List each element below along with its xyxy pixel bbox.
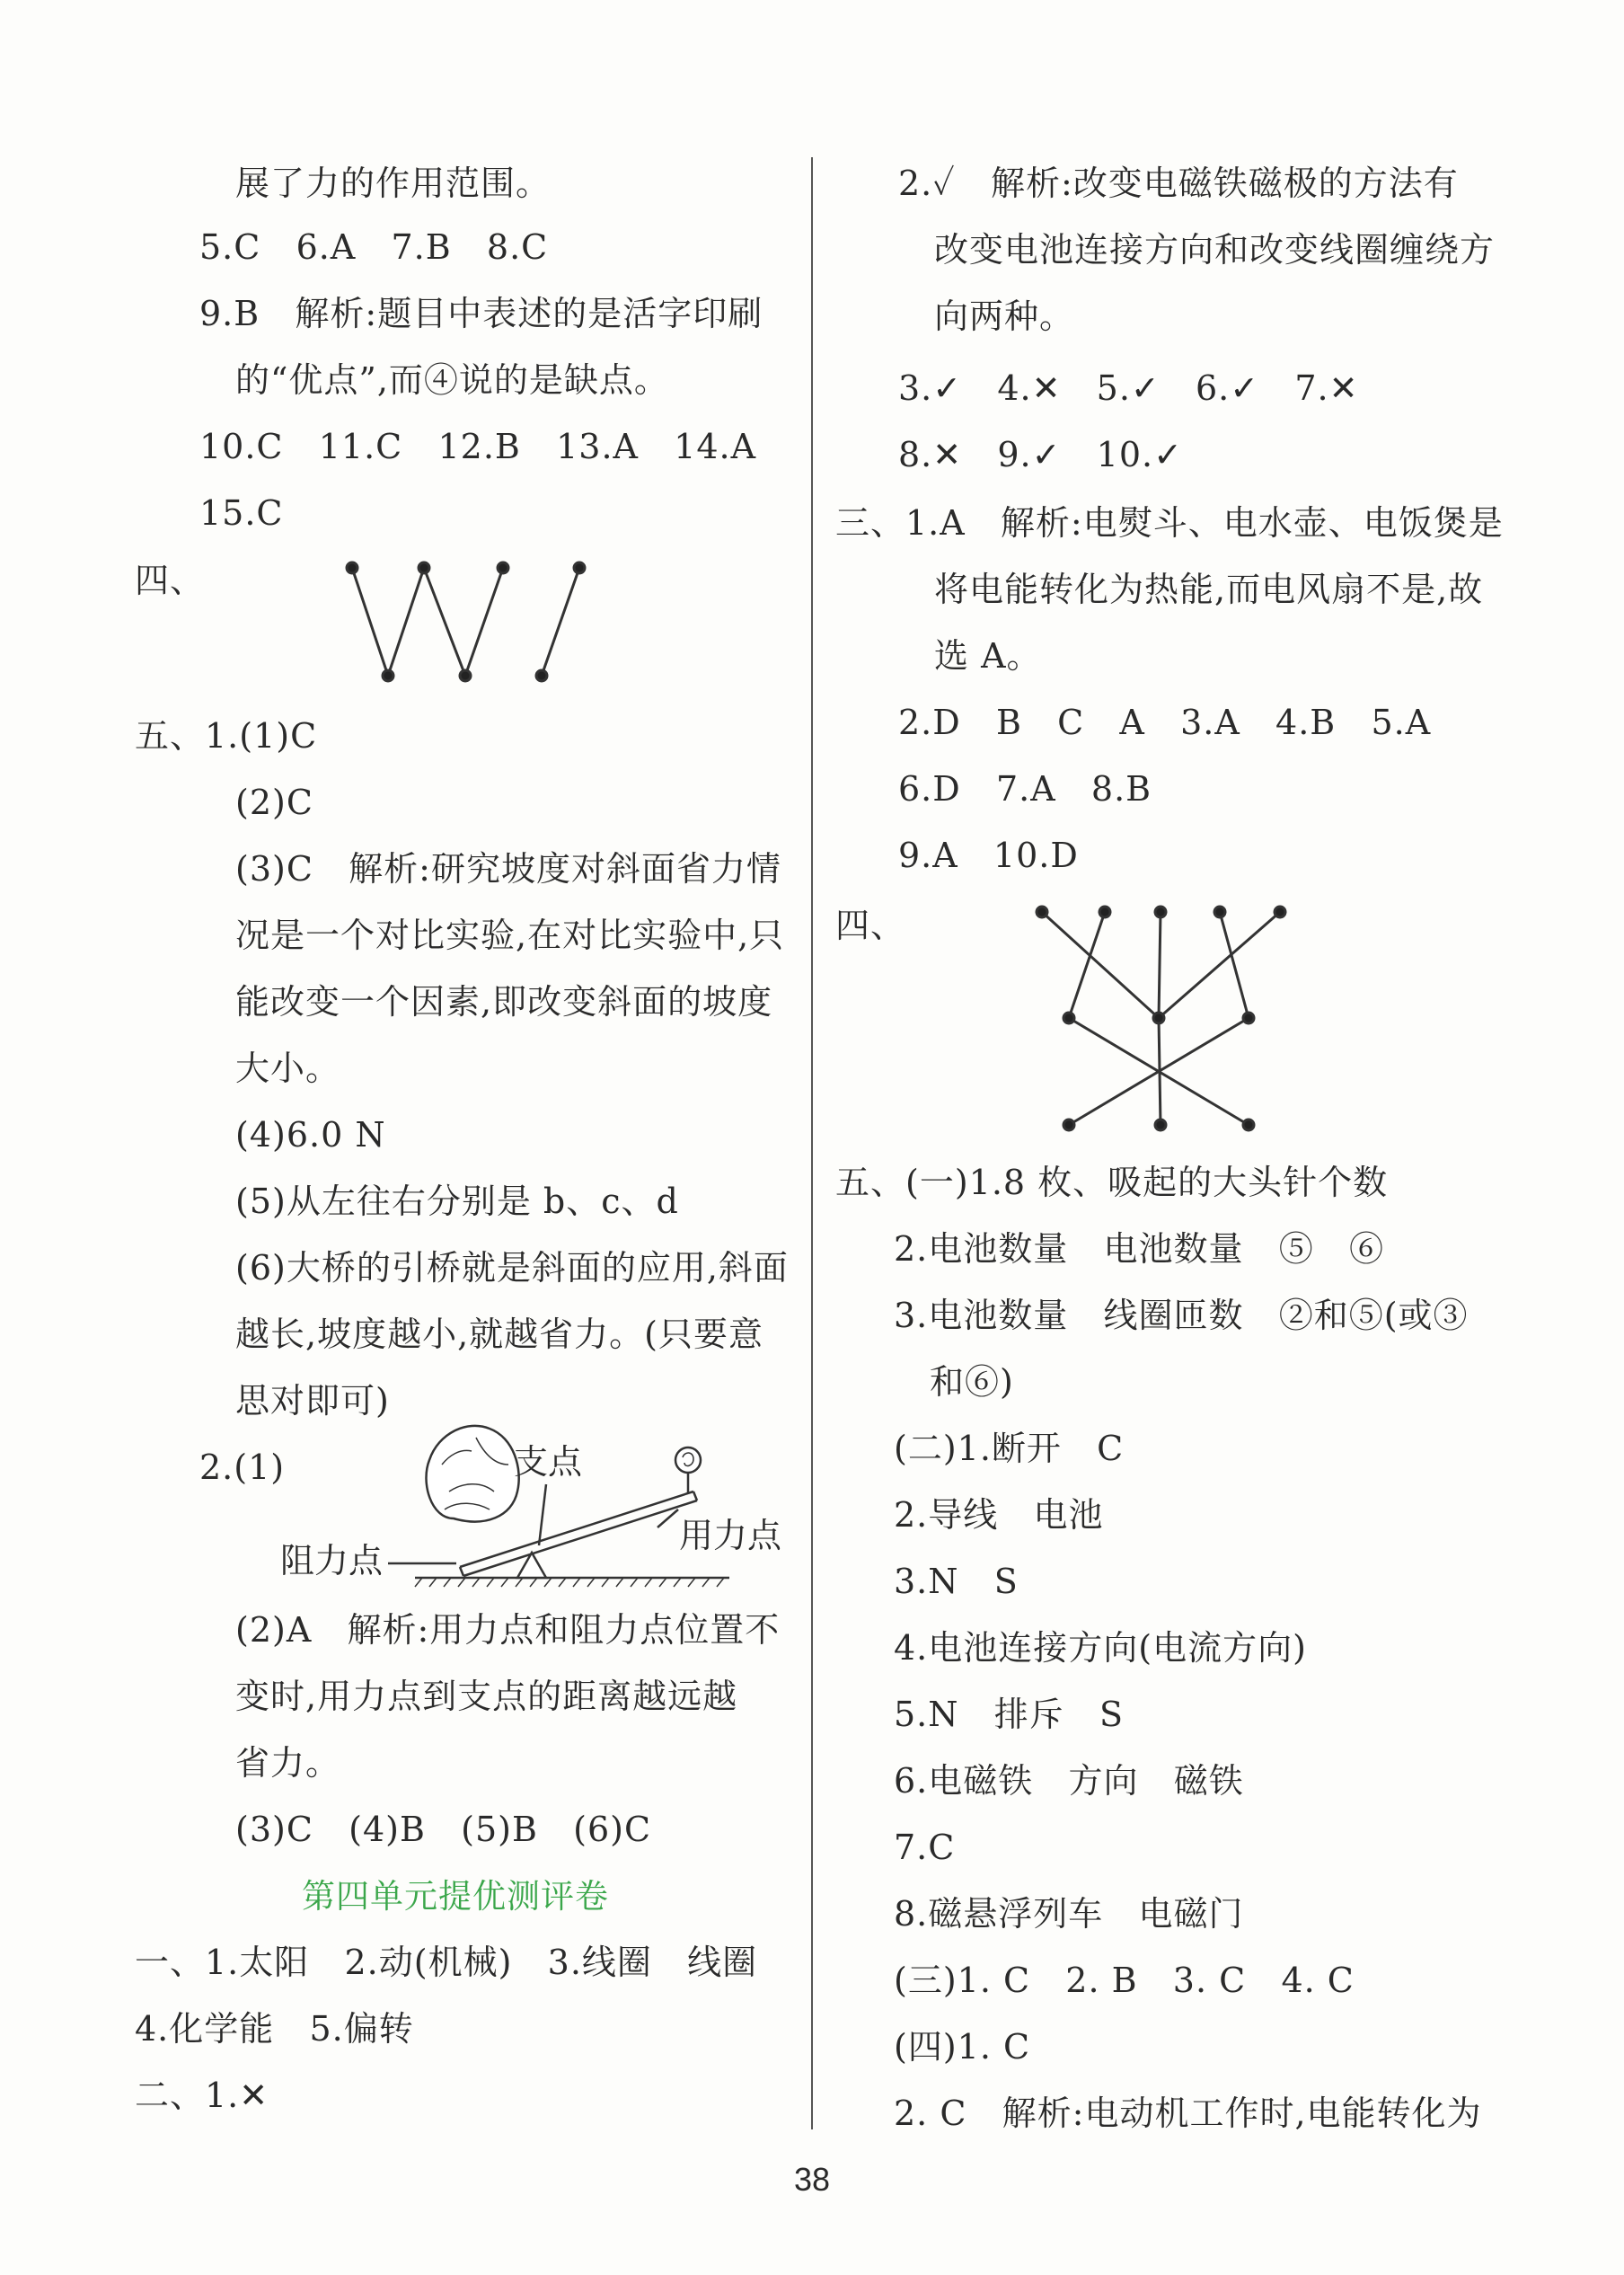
effort-point-label: 用力点 [679,1516,782,1555]
text-line: 况是一个对比实验,在对比实验中,只 [235,916,785,955]
text-line: 的“优点”,而④说的是缺点。 [235,360,669,400]
text-line: 将电能转化为热能,而电风扇不是,故 [934,570,1484,609]
text-line: 8.✕ 9.✓ 10.✓ [898,435,1183,474]
text-line: (3)C (4)B (5)B (6)C [235,1810,652,1849]
text-line: 9.A 10.D [898,836,1079,875]
text-line: 和⑥) [930,1362,1014,1402]
text-line: 15.C [199,493,284,533]
section-label: 四、 [135,561,206,600]
text-line: 展了力的作用范围。 [235,164,552,203]
matching-diagram-right [0,0,1,1]
text-line: 五、1.(1)C [135,716,318,756]
text-line: 3.✓ 4.✕ 5.✓ 6.✓ 7.✕ [898,368,1359,408]
text-line: 7.C [894,1828,956,1867]
text-line: 一、1.太阳 2.动(机械) 3.线圈 线圈 [135,1943,758,1982]
text-line: 五、(一)1.8 枚、吸起的大头针个数 [835,1163,1389,1202]
text-line: 9.B 解析:题目中表述的是活字印刷 [199,294,763,333]
text-line: 6.D 7.A 8.B [898,769,1152,809]
text-line: 能改变一个因素,即改变斜面的坡度 [235,982,773,1022]
text-line: 2.(1) [199,1447,286,1487]
text-line: (四)1. C [894,2027,1031,2067]
text-line: 3.N S [894,1562,1019,1601]
text-line: 向两种。 [934,297,1075,336]
text-line: 2. C 解析:电动机工作时,电能转化为 [894,2094,1482,2133]
text-line: 二、1.✕ [135,2076,269,2115]
page-number: 38 [793,2161,831,2198]
text-line: 省力。 [235,1743,341,1783]
text-line: 5.N 排斥 S [894,1695,1125,1734]
text-line: 三、1.A 解析:电熨斗、电水壶、电饭煲是 [835,503,1504,543]
text-line: 6.电磁铁 方向 磁铁 [894,1761,1244,1801]
text-line: 5.C 6.A 7.B 8.C [199,227,549,267]
text-line: (4)6.0 N [235,1115,386,1155]
text-line: (2)C [235,783,313,822]
section-heading: 第四单元提优测评卷 [302,1877,609,1916]
text-line: 2.D B C A 3.A 4.B 5.A [898,703,1432,742]
text-line: 选 A。 [934,636,1042,676]
text-line: (二)1.断开 C [894,1429,1125,1468]
text-line: (6)大桥的引桥就是斜面的应用,斜面 [235,1248,789,1288]
text-line: 4.化学能 5.偏转 [135,2009,414,2049]
text-line: (三)1. C 2. B 3. C 4. C [894,1961,1355,2000]
text-line: 2.✓ 解析:改变电磁铁磁极的方法有 [898,164,1459,203]
text-line: 8.磁悬浮列车 电磁门 [894,1894,1244,1934]
section-label: 四、 [835,906,906,945]
load-point-label: 阻力点 [280,1541,384,1580]
text-line: 4.电池连接方向(电流方向) [894,1628,1307,1668]
text-line: 大小。 [235,1049,341,1088]
text-line: 2.导线 电池 [894,1495,1104,1535]
text-line: 改变电池连接方向和改变线圈缠绕方 [934,230,1496,270]
text-line: 变时,用力点到支点的距离越远越 [235,1677,738,1716]
fulcrum-label: 支点 [514,1442,583,1482]
text-line: 越长,坡度越小,就越省力。(只要意 [235,1315,763,1354]
text-line: (2)A 解析:用力点和阻力点位置不 [235,1610,781,1650]
text-line: (3)C 解析:研究坡度对斜面省力情 [235,849,781,889]
column-divider [811,157,813,2129]
text-line: 2.电池数量 电池数量 ⑤ ⑥ [894,1229,1384,1269]
text-line: 思对即可) [235,1381,390,1421]
text-line: 3.电池数量 线圈匝数 ②和⑤(或③ [894,1296,1469,1335]
text-line: (5)从左往右分别是 b、c、d [235,1182,679,1221]
text-line: 10.C 11.C 12.B 13.A 14.A [199,427,757,466]
